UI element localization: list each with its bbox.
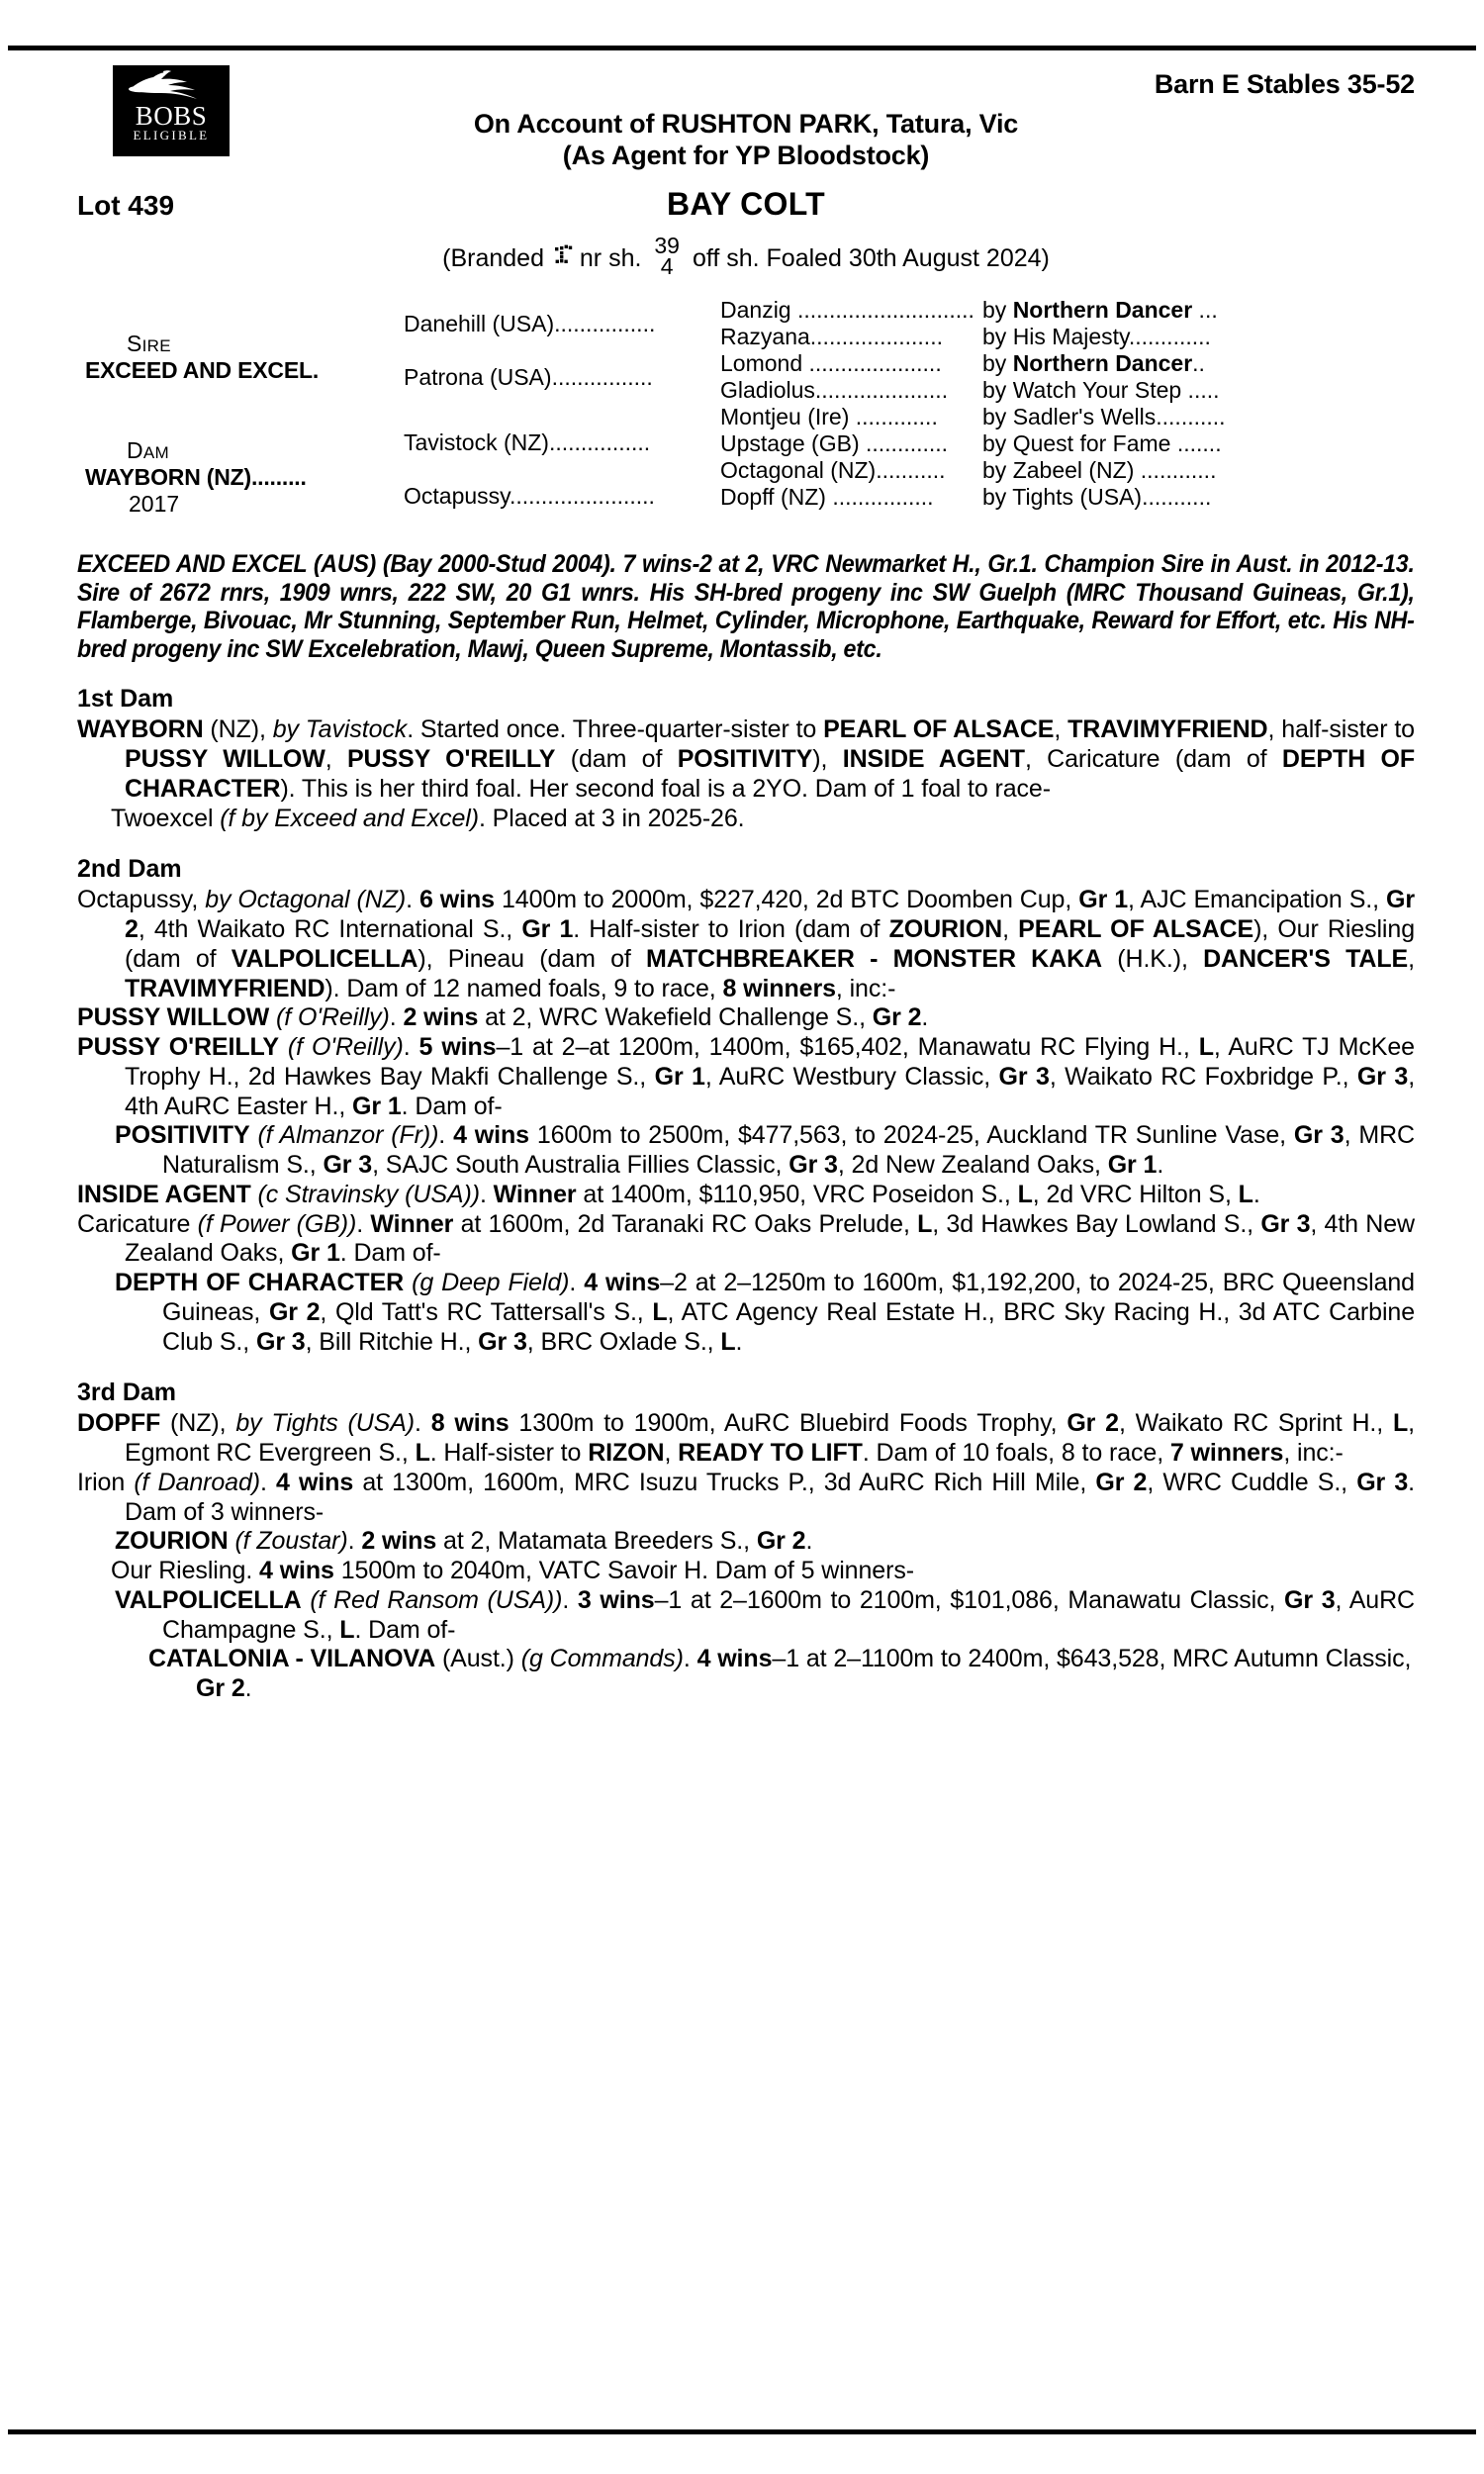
branded-prefix: (Branded bbox=[442, 244, 544, 273]
pedigree-cell: Upstage (GB) ............. bbox=[720, 430, 949, 457]
sire-description-paragraph: EXCEED AND EXCEL (AUS) (Bay 2000-Stud 2004). 7 wins-2 at 2, VRC Newmarket H., Gr.1. Champion Sire in Aust. in 2012-13. Sire of 2672 rnrs, 1909 wnrs, 222 SW, 20 G1 wnrs. His SH-bred progeny inc SW Guelph (MRC Thousand Guineas, Gr.1), Flamberge, Bivouac, Mr Stunning, September Run, Helmet, Cylinder, Microphone, Earthquake, Reward for Effort, etc. His NH-bred progeny inc SW Excelebration, Mawj, Queen Supreme, Montassib, etc. bbox=[77, 550, 1415, 663]
pedigree-cell: by Northern Dancer.. bbox=[982, 350, 1205, 377]
pedigree-cell: Danehill (USA)................ bbox=[404, 311, 656, 337]
top-rule bbox=[8, 46, 1476, 50]
progeny-entry: POSITIVITY (f Almanzor (Fr)). 4 wins 1600m to 2500m, $477,563, to 2024-25, Auckland TR Sunline Vase, Gr 3, MRC Naturalism S., Gr 3, SAJC South Australia Fillies Classic, Gr 3, 2d New Zealand Oaks, Gr 1. bbox=[115, 1121, 1415, 1180]
sire-block bbox=[85, 331, 319, 384]
progeny-entry: INSIDE AGENT (c Stravinsky (USA)). Winner at 1400m, $110,950, VRC Poseidon S., L, 2d VRC Hilton S, L. bbox=[77, 1180, 1260, 1208]
third-dam-heading: 3rd Dam bbox=[77, 1379, 177, 1407]
second-dam-heading: 2nd Dam bbox=[77, 855, 182, 884]
lot-title-row bbox=[77, 186, 1415, 232]
pedigree-generation-4 bbox=[982, 297, 1408, 511]
second-dam-text: Octapussy, by Octagonal (NZ). 6 wins 1400m to 2000m, $227,420, 2d BTC Doomben Cup, Gr 1, AJC Emancipation S., Gr 2, 4th Waikato RC International S., Gr 1. Half-sister to Irion (dam of ZOURION, PEARL OF ALSACE), Our Riesling (dam of VALPOLICELLA), Pineau (dam of MATCHBREAKER - MONSTER KAKA (H.K.), DANCER'S TALE, TRAVIMYFRIEND). Dam of 12 named foals, 9 to race, 8 winners, inc:- bbox=[77, 886, 1415, 1002]
progeny-entry: DEPTH OF CHARACTER (g Deep Field). 4 wins–2 at 2–1250m to 1600m, $1,192,200, to 2024-25, BRC Queensland Guineas, Gr 2, Qld Tatt's RC Tattersall's S., L, ATC Agency Real Estate H., BRC Sky Racing H., 3d ATC Carbine Club S., Gr 3, Bill Ritchie H., Gr 3, BRC Oxlade S., L. bbox=[115, 1269, 1416, 1356]
pedigree-cell: by Watch Your Step ..... bbox=[982, 377, 1220, 404]
logo-sub-text: ELIGIBLE bbox=[133, 127, 210, 143]
horse-head-icon bbox=[124, 70, 219, 104]
pedigree-cell: by Sadler's Wells........... bbox=[982, 404, 1226, 430]
dam-label: DAM bbox=[127, 437, 170, 464]
brand-symbol-icon bbox=[551, 247, 573, 269]
logo-brand-text: BOBS bbox=[135, 101, 208, 131]
dam-block bbox=[85, 437, 307, 518]
progeny-entry: Irion (f Danroad). 4 wins at 1300m, 1600m, MRC Isuzu Trucks P., 3d AuRC Rich Hill Mile, Gr 2, WRC Cuddle S., Gr 3. Dam of 3 winners- bbox=[77, 1468, 1416, 1526]
pedigree-cell: by Northern Dancer ... bbox=[982, 297, 1218, 324]
pedigree-cell: by His Majesty............. bbox=[982, 324, 1211, 350]
pedigree-cell: Tavistock (NZ)................ bbox=[404, 429, 651, 456]
lot-number: Lot 439 bbox=[77, 190, 175, 221]
pedigree-cell: Gladiolus..................... bbox=[720, 377, 949, 404]
dam-name: WAYBORN (NZ)......... bbox=[85, 464, 307, 491]
first-dam-text: WAYBORN (NZ), by Tavistock. Started once. Three-quarter-sister to PEARL OF ALSACE, TRAVIMYFRIEND, half-sister to PUSSY WILLOW, PUSSY O'REILLY (dam of POSITIVITY), INSIDE AGENT, Caricature (dam of DEPTH OF CHARACTER). This is her third foal. Her second foal is a 2YO. Dam of 1 foal to race- bbox=[77, 715, 1415, 803]
pedigree-cell: Lomond ..................... bbox=[720, 350, 942, 377]
pedigree-cell: Danzig ............................ bbox=[720, 297, 974, 324]
pedigree-cell: Octapussy....................... bbox=[404, 483, 655, 510]
page-content bbox=[0, 57, 1484, 1704]
third-dam-text: DOPFF (NZ), by Tights (USA). 8 wins 1300m to 1900m, AuRC Bluebird Foods Trophy, Gr 2, Waikato RC Sprint H., L, Egmont RC Evergreen S., L. Half-sister to RIZON, READY TO LIFT. Dam of 10 foals, 8 to race, 7 winners, inc:- bbox=[77, 1409, 1415, 1468]
branded-mid: nr sh. bbox=[579, 244, 642, 273]
account-line-2: (As Agent for YP Bloodstock) bbox=[562, 141, 930, 170]
pedigree-cell: by Quest for Fame ....... bbox=[982, 430, 1222, 457]
page-title: BAY COLT bbox=[666, 186, 826, 222]
progeny-entry: PUSSY WILLOW (f O'Reilly). 2 wins at 2, WRC Wakefield Challenge S., Gr 2. bbox=[77, 1003, 929, 1032]
pedigree-generation-3 bbox=[720, 297, 997, 511]
brand-denominator: 4 bbox=[660, 253, 674, 280]
first-dam-progeny: Twoexcel (f by Exceed and Excel). Placed at 3 in 2025-26. bbox=[111, 804, 745, 832]
page-header bbox=[77, 57, 1415, 178]
pedigree-cell: by Zabeel (NZ) ............ bbox=[982, 457, 1217, 484]
pedigree-cell: by Tights (USA)........... bbox=[982, 484, 1212, 511]
barn-stables-label: Barn E Stables 35-52 bbox=[1154, 69, 1415, 99]
first-dam-heading: 1st Dam bbox=[77, 685, 174, 714]
pedigree-cell: Octagonal (NZ)........... bbox=[720, 457, 946, 484]
progeny-entry: Our Riesling. 4 wins 1500m to 2040m, VATC Savoir H. Dam of 5 winners- bbox=[111, 1557, 914, 1585]
brand-number-fraction bbox=[654, 233, 680, 280]
progeny-entry: CATALONIA - VILANOVA (Aust.) (g Commands). 4 wins–1 at 2–1100m to 2400m, $643,528, MRC Autumn Classic, Gr 2. bbox=[148, 1645, 1412, 1703]
pedigree-table bbox=[77, 297, 1415, 544]
branded-line bbox=[77, 233, 1415, 280]
pedigree-cell: Montjeu (Ire) ............. bbox=[720, 404, 938, 430]
pedigree-generation-2 bbox=[404, 297, 705, 536]
pedigree-cell: Patrona (USA)................ bbox=[404, 364, 653, 391]
pedigree-cell: Dopff (NZ) ................ bbox=[720, 484, 934, 511]
bottom-rule bbox=[8, 2429, 1476, 2434]
pedigree-cell: Razyana..................... bbox=[720, 324, 943, 350]
progeny-entry: VALPOLICELLA (f Red Ransom (USA)). 3 wins–1 at 2–1600m to 2100m, $101,086, Manawatu Classic, Gr 3, AuRC Champagne S., L. Dam of- bbox=[115, 1585, 1415, 1644]
dam-year: 2017 bbox=[129, 491, 180, 518]
progeny-entry: ZOURION (f Zoustar). 2 wins at 2, Matamata Breeders S., Gr 2. bbox=[115, 1527, 813, 1556]
branded-suffix: off sh. Foaled 30th August 2024) bbox=[692, 244, 1050, 273]
progeny-entry: PUSSY O'REILLY (f O'Reilly). 5 wins–1 at 2–at 1200m, 1400m, $165,402, Manawatu RC Flying H., L, AuRC TJ McKee Trophy H., 2d Hawkes Bay Makfi Challenge S., Gr 1, AuRC Westbury Classic, Gr 3, Waikato RC Foxbridge P., Gr 3, 4th AuRC Easter H., Gr 1. Dam of- bbox=[77, 1033, 1416, 1120]
progeny-entry: Caricature (f Power (GB)). Winner at 1600m, 2d Taranaki RC Oaks Prelude, L, 3d Hawkes Bay Lowland S., Gr 3, 4th New Zealand Oaks, Gr 1. Dam of- bbox=[77, 1209, 1415, 1268]
brand-numerator: 39 bbox=[654, 233, 680, 258]
sire-label: SIRE bbox=[127, 331, 171, 357]
account-line-1: On Account of RUSHTON PARK, Tatura, Vic bbox=[473, 109, 1019, 139]
sire-name: EXCEED AND EXCEL. bbox=[85, 357, 320, 384]
